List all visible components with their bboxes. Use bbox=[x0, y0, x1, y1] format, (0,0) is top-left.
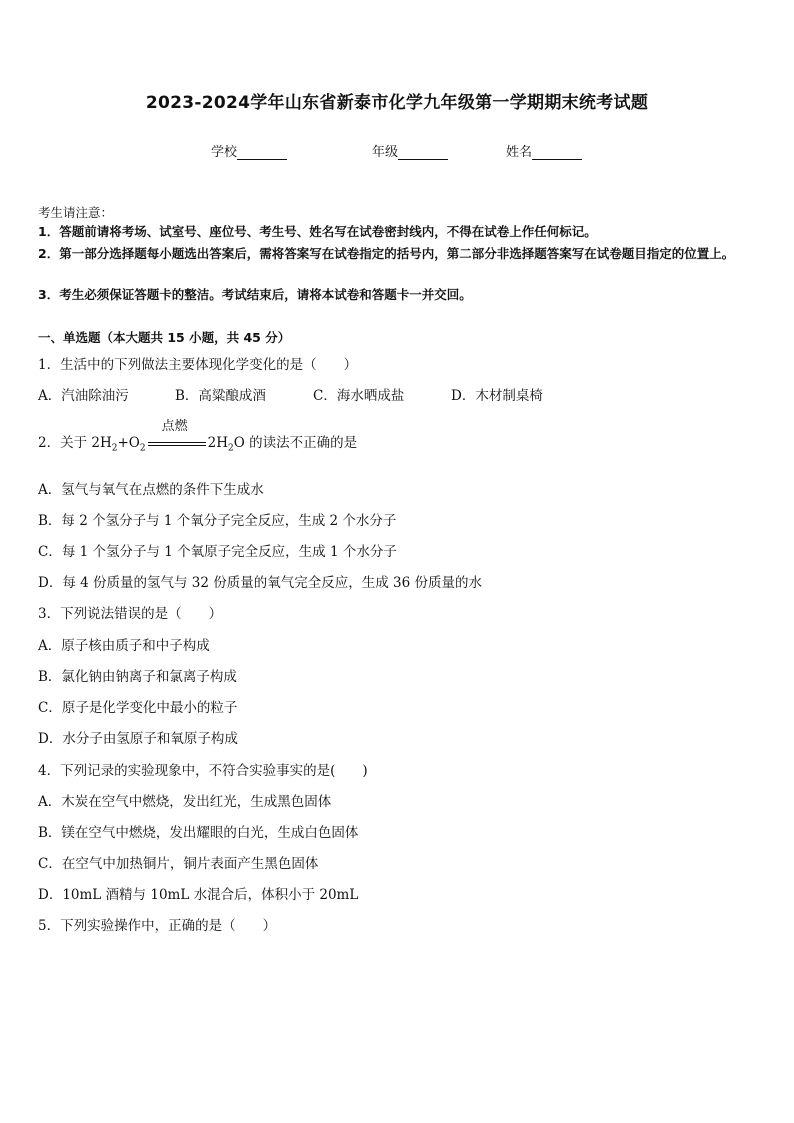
q4-option-b[interactable]: B．镁在空气中燃烧，发出耀眼的白光，生成白色固体 bbox=[38, 825, 359, 841]
notice-item-2: 2．第一部分选择题每小题选出答案后，需将答案写在试卷指定的括号内，第二部分非选择题答案写在试卷题目指定的位置上。 bbox=[38, 246, 735, 261]
q2-option-b[interactable]: B．每 2 个氢分子与 1 个氧分子完全反应，生成 2 个水分子 bbox=[38, 513, 397, 529]
q4-option-a[interactable]: A．木炭在空气中燃烧，发出红光，生成黑色固体 bbox=[38, 794, 332, 810]
school-label: 学校 bbox=[211, 145, 238, 160]
q2-product-sub: 2 bbox=[227, 443, 234, 454]
q1-option-d[interactable]: D．木材制桌椅 bbox=[451, 388, 543, 404]
notice-item-3: 3．考生必须保证答题卡的整洁。考试结束后，请将本试卷和答题卡一并交回。 bbox=[38, 287, 472, 302]
equals-arrow-icon bbox=[148, 442, 206, 446]
grade-label: 年级 bbox=[372, 145, 399, 160]
q2-suffix: O 的读法不正确的是 bbox=[233, 435, 358, 451]
question-1-stem: 1．生活中的下列做法主要体现化学变化的是（ ） bbox=[38, 357, 358, 373]
reaction-condition: 点燃 bbox=[161, 419, 188, 434]
q1-option-c[interactable]: C．海水晒成盐 bbox=[313, 388, 405, 404]
q2-prefix: 2．关于 2H bbox=[38, 435, 112, 451]
q2-reactant2-sub: 2 bbox=[139, 443, 146, 454]
q3-option-b[interactable]: B．氯化钠由钠离子和氯离子构成 bbox=[38, 669, 237, 685]
grade-blank[interactable] bbox=[398, 145, 448, 160]
q2-product: 2H bbox=[207, 435, 228, 451]
school-field[interactable] bbox=[211, 141, 287, 160]
notice-heading: 考生请注意： bbox=[38, 205, 114, 220]
q4-option-d[interactable]: D．10mL 酒精与 10mL 水混合后，体积小于 20mL bbox=[38, 887, 359, 903]
question-2-stem bbox=[38, 419, 358, 454]
q2-option-a[interactable]: A．氢气与氧气在点燃的条件下生成水 bbox=[38, 482, 264, 498]
q2-reactant-sub: 2 bbox=[111, 443, 118, 454]
q3-option-a[interactable]: A．原子核由质子和中子构成 bbox=[38, 638, 210, 654]
section-heading: 一、单选题（本大题共 15 小题，共 45 分） bbox=[38, 330, 291, 345]
question-4-stem: 4．下列记录的实验现象中，不符合实验事实的是( ) bbox=[38, 763, 368, 779]
reaction-arrow bbox=[146, 419, 208, 451]
question-1-options bbox=[38, 384, 543, 404]
q4-option-c[interactable]: C．在空气中加热铜片，铜片表面产生黑色固体 bbox=[38, 856, 319, 872]
question-3-stem: 3．下列说法错误的是（ ） bbox=[38, 606, 223, 622]
q3-option-d[interactable]: D．水分子由氢原子和氧原子构成 bbox=[38, 731, 238, 747]
q2-option-c[interactable]: C．每 1 个氢分子与 1 个氧原子完全反应，生成 1 个水分子 bbox=[38, 544, 397, 560]
name-blank[interactable] bbox=[532, 145, 582, 160]
q1-option-a[interactable]: A．汽油除油污 bbox=[38, 388, 129, 404]
q1-option-b[interactable]: B．高粱酿成酒 bbox=[175, 388, 266, 404]
page-title: 2023-2024学年山东省新泰市化学九年级第一学期期末统考试题 bbox=[145, 93, 649, 113]
name-field[interactable] bbox=[506, 141, 582, 160]
grade-field[interactable] bbox=[372, 141, 448, 160]
q2-plus: +O bbox=[117, 435, 140, 451]
name-label: 姓名 bbox=[506, 145, 533, 160]
notice-item-1: 1．答题前请将考场、试室号、座位号、考生号、姓名写在试卷密封线内，不得在试卷上作任何标记。 bbox=[38, 224, 597, 239]
q2-option-d[interactable]: D．每 4 份质量的氢气与 32 份质量的氧气完全反应，生成 36 份质量的水 bbox=[38, 575, 483, 591]
question-5-stem: 5．下列实验操作中，正确的是（ ） bbox=[38, 918, 277, 934]
q3-option-c[interactable]: C．原子是化学变化中最小的粒子 bbox=[38, 700, 238, 716]
school-blank[interactable] bbox=[237, 145, 287, 160]
